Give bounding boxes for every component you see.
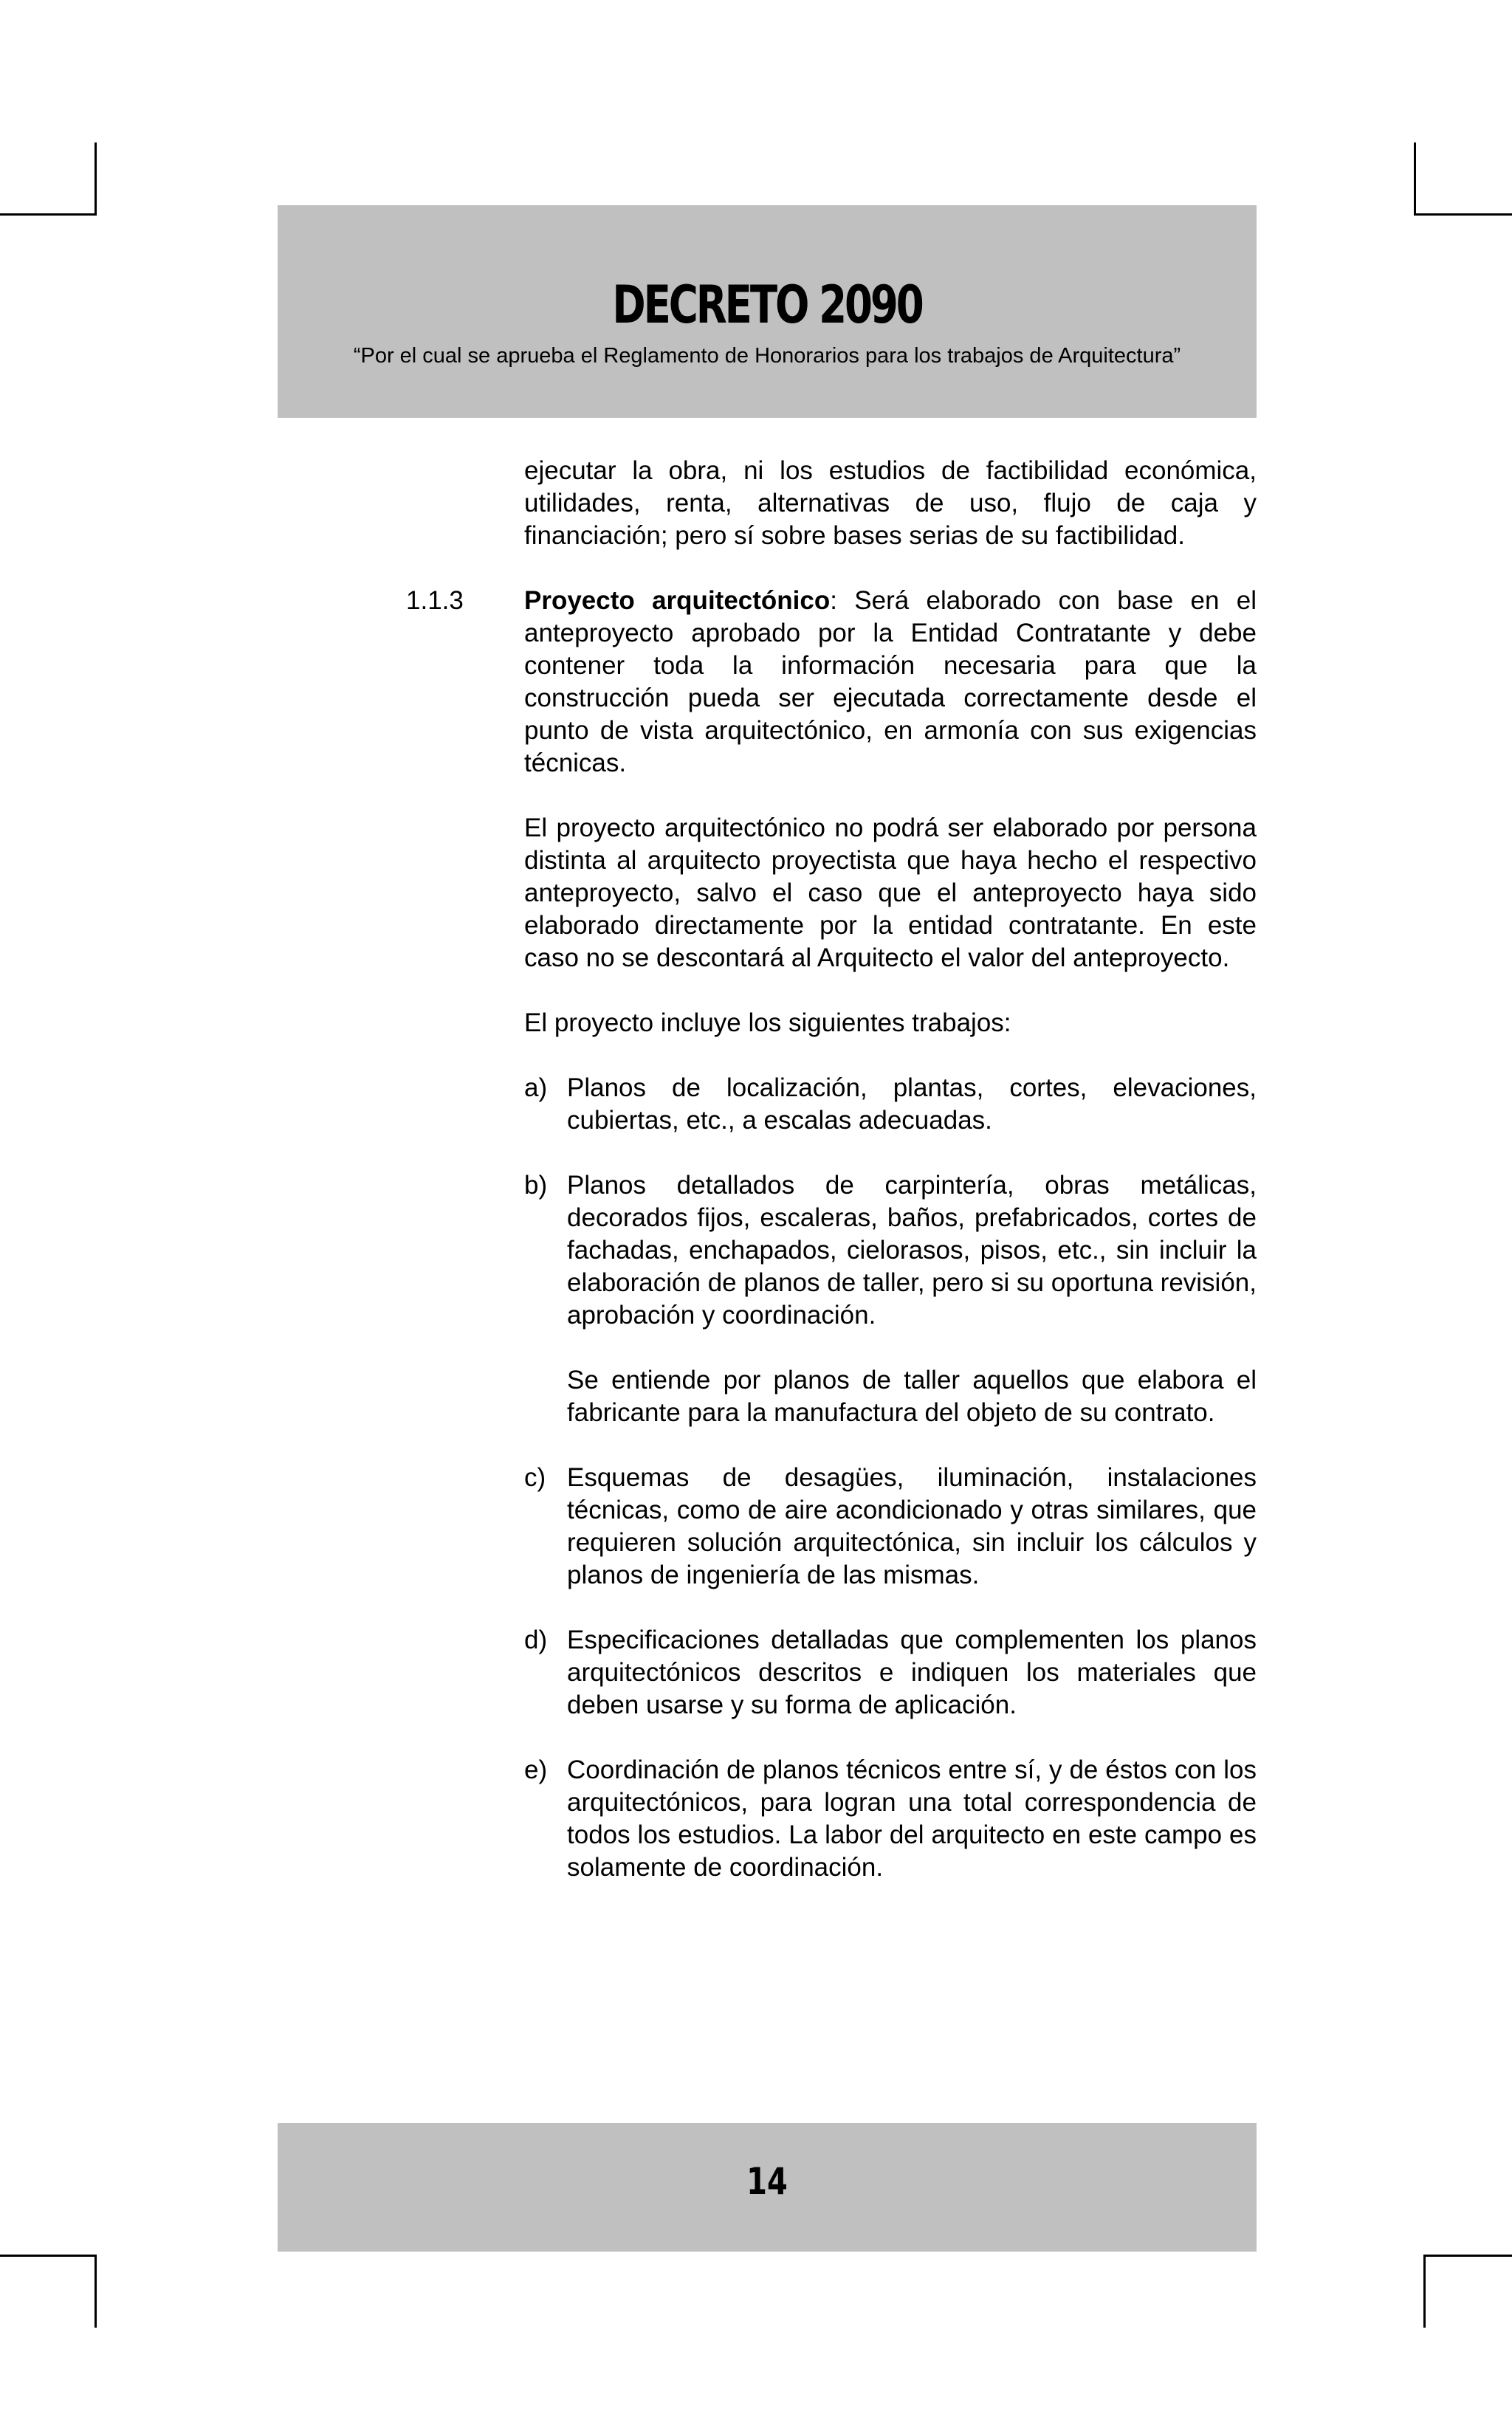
crop-mark-top-right-vertical bbox=[1414, 142, 1416, 216]
paragraph-includes: El proyecto incluye los siguientes trabajos: bbox=[524, 1008, 1011, 1037]
list-marker: c) bbox=[524, 1463, 546, 1492]
section-paragraph bbox=[524, 585, 1257, 780]
list-item-text: Esquemas de desagües, iluminación, instalaciones técnicas, como de aire acondicionado y otras similares, que requieren solución arquitectónica, sin incluir los cálculos y planos de ingeniería de las mismas. bbox=[567, 1463, 1257, 1589]
list-item-subtext: Se entiende por planos de taller aquellos que elabora el fabricante para la manufactura del objeto de su contrato. bbox=[567, 1366, 1257, 1427]
crop-mark-top-right-horizontal bbox=[1414, 213, 1512, 216]
work-items-list bbox=[524, 1072, 1257, 1884]
list-item-b bbox=[524, 1169, 1257, 1429]
list-marker: b) bbox=[524, 1171, 548, 1200]
list-marker: d) bbox=[524, 1626, 548, 1654]
list-item-d bbox=[524, 1624, 1257, 1722]
section-heading: Proyecto arquitectónico bbox=[524, 586, 831, 615]
page-body bbox=[406, 455, 1257, 1884]
crop-mark-bottom-left-horizontal bbox=[0, 2255, 97, 2257]
list-item-text: Planos de localización, plantas, cortes, elevaciones, cubiertas, etc., a escalas adecuadas. bbox=[567, 1073, 1257, 1135]
document-subtitle: “Por el cual se aprueba el Reglamento de Honorarios para los trabajos de Arquitectura” bbox=[353, 344, 1181, 368]
list-item-text: Coordinación de planos técnicos entre sí, y de éstos con los arquitectónicos, para logran una total correspondencia de todos los estudios. La labor del arquitecto en este campo es solamente de coordinación. bbox=[567, 1756, 1257, 1882]
crop-mark-bottom-left-vertical bbox=[94, 2255, 97, 2328]
intro-paragraph: ejecutar la obra, ni los estudios de factibilidad económica, utilidades, renta, alternativas de uso, flujo de caja y financiación; pero sí sobre bases serias de su factibilidad. bbox=[524, 456, 1257, 550]
section-number: 1.1.3 bbox=[406, 586, 464, 615]
section-heading-rest: : Será elaborado con base en el anteproyecto aprobado por la Entidad Contratante y debe contener toda la información necesaria para que la construcción pueda ser ejecutada correctamente desde el punto de vista arquitectónico, en armonía con sus exigencias técnicas. bbox=[524, 586, 1257, 777]
list-item-a bbox=[524, 1072, 1257, 1137]
list-item-e bbox=[524, 1754, 1257, 1884]
crop-mark-top-left-vertical bbox=[94, 142, 97, 216]
list-item-c bbox=[524, 1462, 1257, 1592]
document-title: DECRETO 2090 bbox=[612, 275, 922, 335]
crop-mark-bottom-right-horizontal bbox=[1423, 2255, 1512, 2257]
page-header bbox=[278, 205, 1257, 418]
list-item-text: Especificaciones detalladas que complementen los planos arquitectónicos descritos e indiquen los materiales que deben usarse y su forma de aplicación. bbox=[567, 1626, 1257, 1719]
page-footer bbox=[278, 2123, 1257, 2252]
crop-mark-bottom-right-vertical bbox=[1423, 2255, 1426, 2328]
paragraph-author: El proyecto arquitectónico no podrá ser elaborado por persona distinta al arquitecto proyectista que haya hecho el respectivo anteproyecto, salvo el caso que el anteproyecto haya sido elaborado directamente por la entidad contratante. En este caso no se descontará al Arquitecto el valor del anteproyecto. bbox=[524, 814, 1257, 972]
list-marker: a) bbox=[524, 1073, 548, 1102]
list-marker: e) bbox=[524, 1756, 548, 1784]
section-1-1-3 bbox=[406, 585, 1257, 780]
list-item-text: Planos detallados de carpintería, obras metálicas, decorados fijos, escaleras, baños, prefabricados, cortes de fachadas, enchapados, cielorasos, pisos, etc., sin incluir la elaboración de planos de taller, pero si su oportuna revisión, aprobación y coordinación. bbox=[567, 1171, 1257, 1330]
crop-mark-top-left-horizontal bbox=[0, 213, 97, 216]
page-number: 14 bbox=[746, 2160, 788, 2203]
